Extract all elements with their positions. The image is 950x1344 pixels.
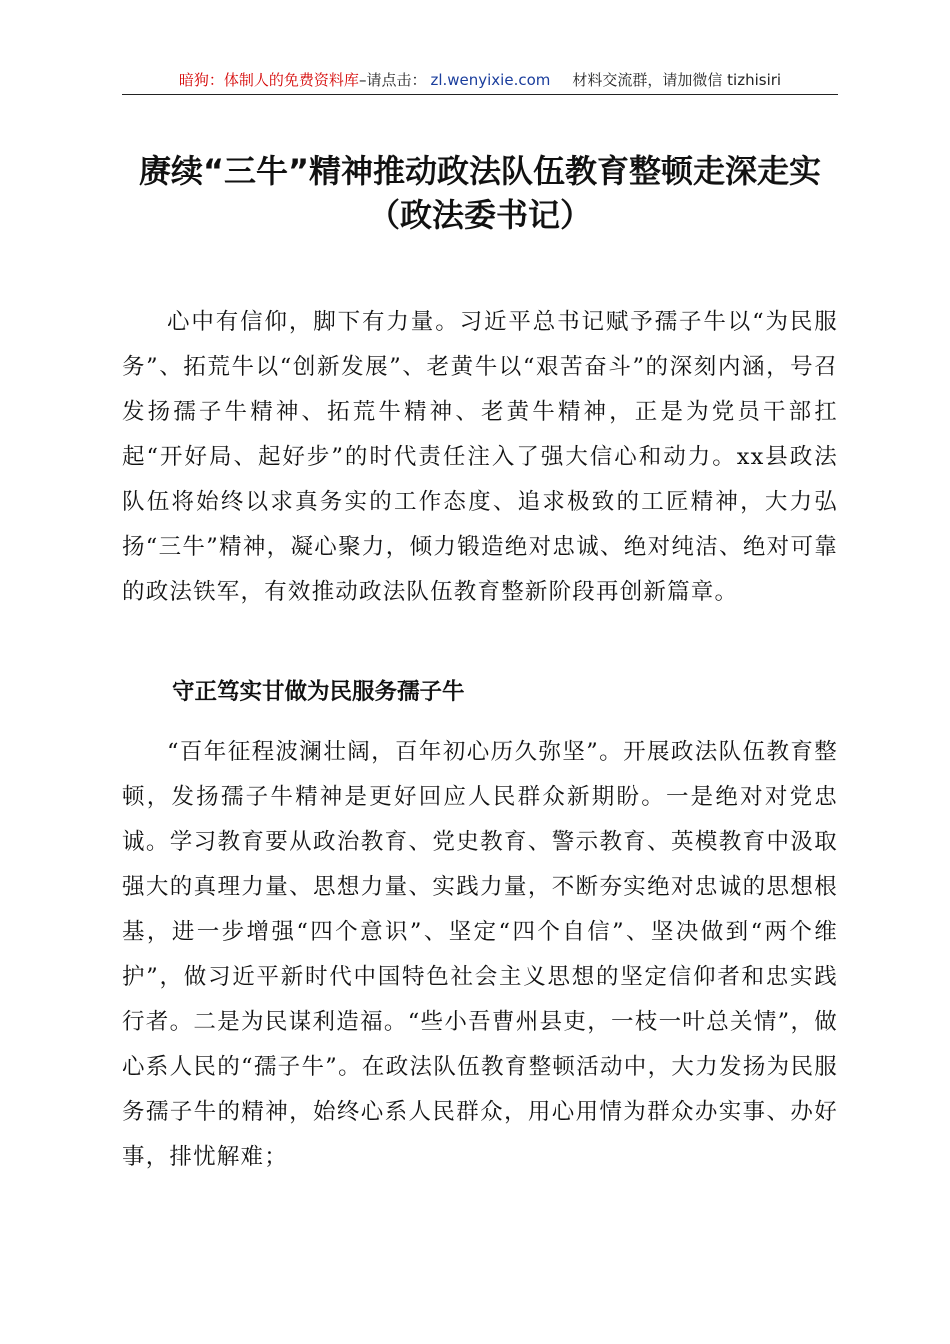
body-paragraph: 心中有信仰，脚下有力量。习近平总书记赋予孺子牛以“为民服务”、拓荒牛以“创新发展”、老黄牛以“艰苦奋斗”的深刻内涵，号召发扬孺子牛精神、拓荒牛精神、老黄牛精神，正是为党员干部扛起“开好局、起好步”的时代责任注入了强大信心和动力。xx县政法队伍将始终以求真务实的工作态度、追求极致的工匠精神，大力弘扬“三牛”精神，凝心聚力，倾力锻造绝对忠诚、绝对纯洁、绝对可靠的政法铁军，有效推动政法队伍教育整新阶段再创新篇章。 [122, 309, 838, 605]
document-title: 赓续“三牛”精神推动政法队伍教育整顿走深走实（政法委书记） [138, 152, 822, 235]
header-divider [122, 94, 838, 95]
source-library-label: 暗狗：体制人的免费资料库 [178, 71, 359, 89]
contact-note: 材料交流群，请加微信 tizhisiri [572, 71, 782, 89]
section-heading: 守正笃实甘做为民服务孺子牛 [172, 679, 465, 705]
source-header [122, 66, 838, 94]
click-prefix: –请点击： [358, 71, 427, 89]
body-paragraph: “百年征程波澜壮阔，百年初心历久弥坚”。开展政法队伍教育整顿，发扬孺子牛精神是更好回应人民群众新期盼。一是绝对对党忠诚。学习教育要从政治教育、党史教育、警示教育、英模教育中汲取强大的真理力量、思想力量、实践力量，不断夯实绝对忠诚的思想根基，进一步增强“四个意识”、坚定“四个自信”、坚决做到“两个维护”，做习近平新时代中国特色社会主义思想的坚定信仰者和忠实践行者。二是为民谋利造福。“些小吾曹州县吏，一枝一叶总关情”，做心系人民的“孺子牛”。在政法队伍教育整顿活动中，大力发扬为民服务孺子牛的精神，始终心系人民群众，用心用情为群众办实事、办好事，排忧解难； [122, 739, 838, 1170]
source-url-link[interactable]: zl.wenyixie.com [430, 71, 551, 89]
